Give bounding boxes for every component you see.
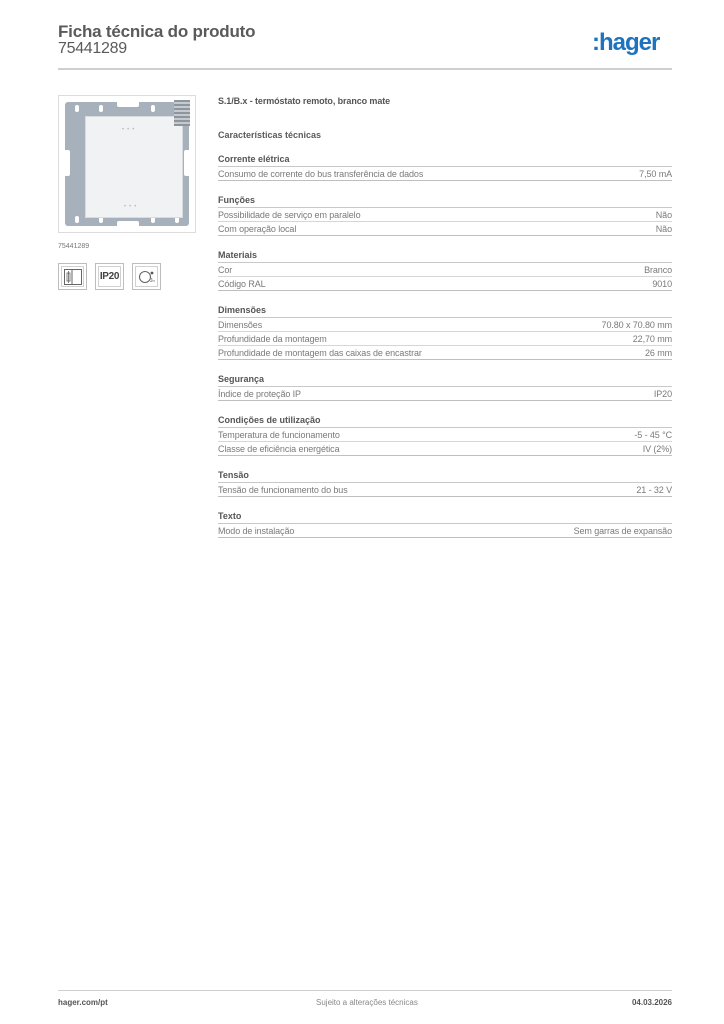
spec-row bbox=[218, 524, 672, 538]
section-text bbox=[218, 511, 672, 538]
footer-divider bbox=[58, 990, 672, 991]
product-label bbox=[174, 100, 190, 126]
spec-row bbox=[218, 346, 672, 360]
mounting-badge bbox=[58, 263, 87, 290]
section-usage-conditions bbox=[218, 415, 672, 456]
spec-value: Sem garras de expansão bbox=[573, 525, 672, 536]
footer-website-link[interactable]: hager.com/pt bbox=[58, 998, 108, 1007]
spec-value: Não bbox=[655, 223, 672, 234]
spec-label: Possibilidade de serviço em paralelo bbox=[218, 209, 361, 220]
temperature-sensor-icon bbox=[135, 266, 158, 287]
spec-value: Branco bbox=[644, 264, 672, 275]
spec-label: Temperatura de funcionamento bbox=[218, 429, 340, 440]
spec-label: Cor bbox=[218, 264, 233, 275]
spec-value: 22,70 mm bbox=[632, 333, 672, 344]
ip-rating-icon: IP20 bbox=[98, 266, 121, 287]
spec-row bbox=[218, 318, 672, 332]
svg-text:J: J bbox=[149, 277, 152, 284]
spec-row bbox=[218, 277, 672, 291]
spec-value: IV (2%) bbox=[642, 443, 672, 454]
tech-characteristics-title: Características técnicas bbox=[218, 130, 322, 140]
spec-row bbox=[218, 222, 672, 236]
spec-row bbox=[218, 428, 672, 442]
spec-label: Consumo de corrente do bus transferência de dados bbox=[218, 168, 424, 179]
frame-slot bbox=[117, 101, 139, 107]
product-image bbox=[58, 95, 196, 233]
image-caption: 75441289 bbox=[58, 243, 90, 250]
product-code: 75441289 bbox=[58, 40, 127, 57]
spec-row bbox=[218, 442, 672, 456]
spec-value: 7,50 mA bbox=[639, 168, 672, 179]
spec-label: Profundidade de montagem das caixas de encastrar bbox=[218, 347, 422, 358]
spec-row bbox=[218, 263, 672, 277]
spec-label: Código RAL bbox=[218, 278, 266, 289]
mounting-frame bbox=[65, 102, 189, 226]
section-electric-current bbox=[218, 154, 672, 181]
spec-value: Não bbox=[655, 209, 672, 220]
spec-label: Profundidade da montagem bbox=[218, 333, 327, 344]
spec-row bbox=[218, 208, 672, 222]
section-title: Segurança bbox=[218, 374, 672, 387]
footer-disclaimer: Sujeito a alterações técnicas bbox=[316, 998, 418, 1007]
spec-label: Índice de proteção IP bbox=[218, 388, 301, 399]
spec-label: Classe de eficiência energética bbox=[218, 443, 340, 454]
thermostat-plate bbox=[85, 116, 183, 218]
section-functions bbox=[218, 195, 672, 236]
specifications bbox=[218, 96, 672, 538]
frame-slot bbox=[117, 221, 139, 227]
page-title: Ficha técnica do produto bbox=[58, 22, 256, 41]
frame-slot bbox=[99, 105, 103, 112]
spec-row bbox=[218, 332, 672, 346]
section-materials bbox=[218, 250, 672, 291]
footer-date: 04.03.2026 bbox=[631, 998, 672, 1007]
section-title: Dimensões bbox=[218, 305, 672, 318]
frame-slot bbox=[184, 150, 190, 176]
spec-value: 26 mm bbox=[644, 347, 672, 358]
section-title: Condições de utilização bbox=[218, 415, 672, 428]
frame-slot bbox=[151, 105, 155, 112]
spec-row bbox=[218, 387, 672, 401]
hager-logo: :hager bbox=[592, 29, 660, 56]
spec-value: IP20 bbox=[653, 388, 672, 399]
spec-value: -5 - 45 °C bbox=[634, 429, 672, 440]
section-dimensions bbox=[218, 305, 672, 360]
ip-rating-badge bbox=[95, 263, 124, 290]
mounting-icon bbox=[61, 266, 84, 287]
spec-row bbox=[218, 483, 672, 497]
frame-slot bbox=[75, 105, 79, 112]
section-title: Funções bbox=[218, 195, 672, 208]
spec-label: Dimensões bbox=[218, 319, 263, 330]
header-divider bbox=[58, 68, 672, 70]
temperature-sensor-badge bbox=[132, 263, 161, 290]
section-safety bbox=[218, 374, 672, 401]
led-indicators: ••• bbox=[124, 204, 140, 210]
spec-label: Tensão de funcionamento do bus bbox=[218, 484, 348, 495]
section-title: Materiais bbox=[218, 250, 672, 263]
spec-label: Com operação local bbox=[218, 223, 297, 234]
section-title: Texto bbox=[218, 511, 672, 524]
section-title: Corrente elétrica bbox=[218, 154, 672, 167]
section-voltage bbox=[218, 470, 672, 497]
led-indicators: ••• bbox=[122, 127, 138, 133]
frame-slot bbox=[64, 150, 70, 176]
section-title: Tensão bbox=[218, 470, 672, 483]
svg-text:n: n bbox=[152, 277, 155, 283]
frame-slot bbox=[75, 216, 79, 223]
spec-value: 70.80 x 70.80 mm bbox=[601, 319, 672, 330]
spec-label: Modo de instalação bbox=[218, 525, 295, 536]
spec-value: 9010 bbox=[652, 278, 672, 289]
spec-value: 21 - 32 V bbox=[636, 484, 672, 495]
product-name: S.1/B.x - termóstato remoto, branco mate bbox=[218, 96, 391, 106]
spec-row bbox=[218, 167, 672, 181]
